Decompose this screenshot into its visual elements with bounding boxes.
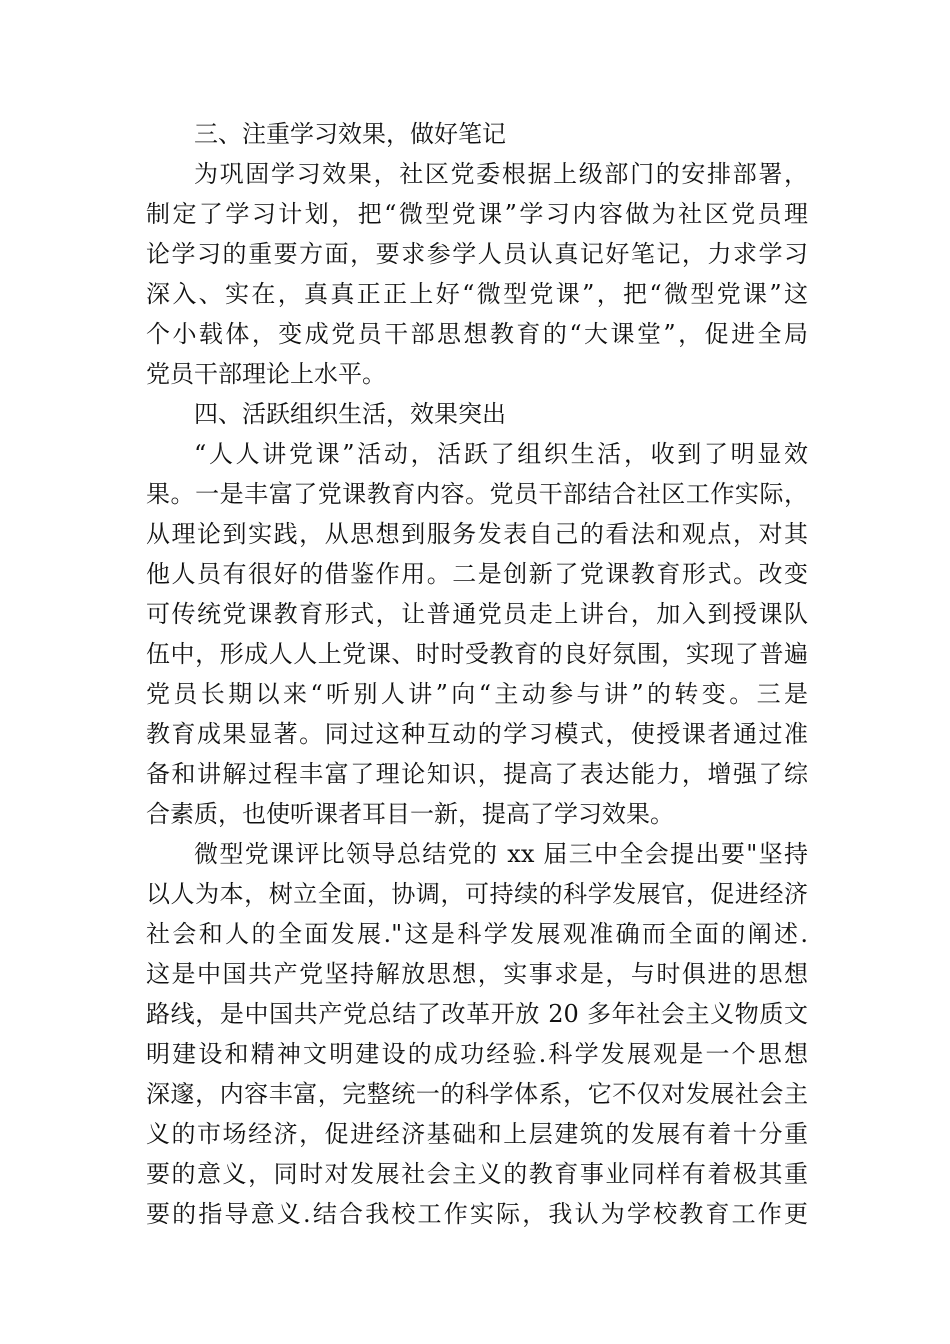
paragraph-line: 论学习的重要方面，要求参学人员认真记好笔记，力求学习 [146,240,808,268]
paragraph-line: 伍中，形成人人上党课、时时受教育的良好氛围，实现了普遍 [146,640,808,668]
paragraph-line: 微型党课评比领导总结党的 xx 届三中全会提出要"坚持 [194,840,808,868]
paragraph-line: 从理论到实践，从思想到服务发表自己的看法和观点，对其 [146,520,808,548]
paragraph-line: 教育成果显著。同过这种互动的学习模式，使授课者通过准 [146,720,808,748]
paragraph-line: 以人为本，树立全面，协调，可持续的科学发展官，促进经济 [146,880,808,908]
paragraph-line: 要的指导意义.结合我校工作实际，我认为学校教育工作更 [146,1200,808,1228]
paragraph-line: 他人员有很好的借鉴作用。二是创新了党课教育形式。改变 [146,560,808,588]
paragraph-line: 可传统党课教育形式，让普通党员走上讲台，加入到授课队 [146,600,808,628]
paragraph-line: 明建设和精神文明建设的成功经验.科学发展观是一个思想 [146,1040,808,1068]
paragraph-line: 社会和人的全面发展."这是科学发展观准确而全面的阐述. [146,920,808,948]
paragraph-line: 合素质，也使听课者耳目一新，提高了学习效果。 [146,800,674,828]
paragraph-line: 果。一是丰富了党课教育内容。党员干部结合社区工作实际， [146,480,808,508]
paragraph-line: 党员长期以来“听别人讲”向“主动参与讲”的转变。三是 [146,680,808,708]
paragraph-line: 深邃，内容丰富，完整统一的科学体系，它不仅对发展社会主 [146,1080,808,1108]
paragraph-line: 为巩固学习效果，社区党委根据上级部门的安排部署， [194,160,808,188]
paragraph-line: 党员干部理论上水平。 [146,360,386,388]
section-heading: 四、活跃组织生活，效果突出 [194,400,506,428]
paragraph-line: 路线，是中国共产党总结了改革开放 20 多年社会主义物质文 [146,1000,808,1028]
paragraph-line: 制定了学习计划，把“微型党课”学习内容做为社区党员理 [146,200,808,228]
section-heading: 三、注重学习效果，做好笔记 [194,120,506,148]
paragraph-line: 这是中国共产党坚持解放思想，实事求是，与时俱进的思想 [146,960,808,988]
paragraph-line: 义的市场经济，促进经济基础和上层建筑的发展有着十分重 [146,1120,808,1148]
paragraph-line: 个小载体，变成党员干部思想教育的“大课堂”，促进全局 [146,320,808,348]
paragraph-line: “人人讲党课”活动，活跃了组织生活，收到了明显效 [194,440,808,468]
paragraph-line: 深入、实在，真真正正上好“微型党课”，把“微型党课”这 [146,280,808,308]
paragraph-line: 要的意义，同时对发展社会主义的教育事业同样有着极其重 [146,1160,808,1188]
paragraph-line: 备和讲解过程丰富了理论知识，提高了表达能力，增强了综 [146,760,808,788]
